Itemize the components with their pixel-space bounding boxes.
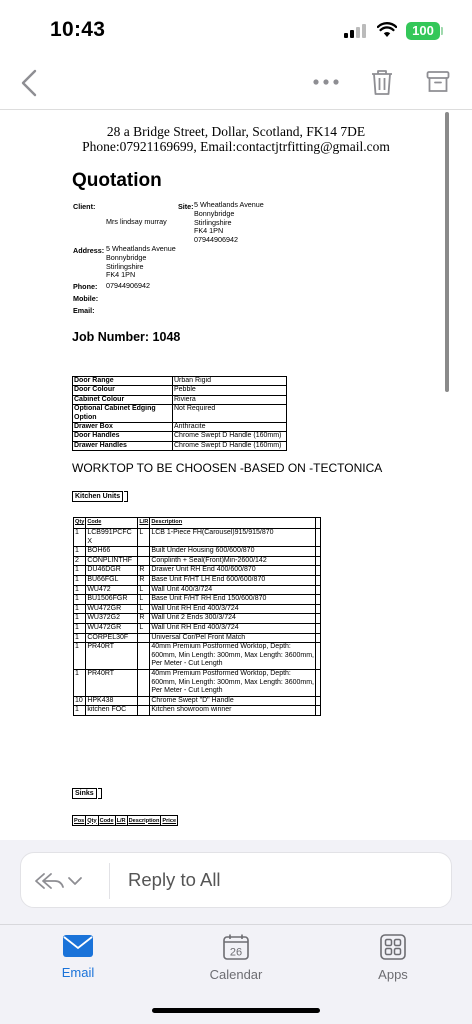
spec-row xyxy=(73,386,287,395)
table-row xyxy=(74,669,321,696)
sinks-header-cell: Price xyxy=(162,817,177,824)
status-bar xyxy=(0,0,472,56)
email-label: Email: xyxy=(73,306,95,315)
home-indicator xyxy=(152,1008,320,1013)
calendar-icon xyxy=(222,933,250,961)
site-line: Bonnybridge xyxy=(194,208,235,218)
mobile-label: Mobile: xyxy=(73,294,99,303)
site-line: 5 Wheatlands Avenue xyxy=(194,200,264,209)
unit-code: DU46DGR xyxy=(86,566,138,576)
unit-lr: L xyxy=(138,604,150,614)
unit-lr xyxy=(138,696,150,706)
spec-key: Door Range xyxy=(73,377,173,386)
cellular-signal-icon xyxy=(344,24,366,38)
unit-extra xyxy=(316,595,321,605)
sinks-header-cell: Qty xyxy=(87,817,97,824)
unit-lr: L xyxy=(138,623,150,633)
document-title: Quotation xyxy=(72,170,162,191)
unit-extra xyxy=(316,696,321,706)
chevron-left-icon[interactable] xyxy=(18,68,42,98)
reply-divider xyxy=(109,863,110,899)
more-icon[interactable] xyxy=(312,76,340,88)
spec-row xyxy=(73,377,287,386)
unit-qty: 1 xyxy=(74,643,86,670)
worktop-note: WORKTOP TO BE CHOOSEN -BASED ON -TECTONICA xyxy=(72,461,383,475)
spec-row xyxy=(73,405,287,423)
spec-value: Chrome Swept D Handle (160mm) xyxy=(173,432,287,441)
unit-code: PR40RT xyxy=(86,669,138,696)
unit-description: Kitchen showroom winner xyxy=(150,706,316,716)
header-extra xyxy=(316,518,321,529)
table-row xyxy=(74,623,321,633)
unit-description: Drawer Unit RH End 400/600/870 xyxy=(150,566,316,576)
table-row xyxy=(74,633,321,643)
phone-value: 07944906942 xyxy=(106,281,150,290)
tab-email[interactable] xyxy=(28,933,128,980)
unit-extra xyxy=(316,556,321,566)
unit-description: LCB 1-Piece FH(Carousel)915/915/870 xyxy=(150,529,316,547)
sinks-header-row xyxy=(73,816,178,826)
address-line: 5 Wheatlands Avenue xyxy=(106,244,176,253)
spec-row xyxy=(73,432,287,441)
unit-lr: R xyxy=(138,575,150,585)
unit-code: WU372G2 xyxy=(86,614,138,624)
spec-value: Chrome Swept D Handle (160mm) xyxy=(173,441,287,450)
table-row xyxy=(74,529,321,547)
table-row xyxy=(74,556,321,566)
reply-area xyxy=(0,840,472,924)
spec-table xyxy=(72,376,287,451)
unit-qty: 1 xyxy=(74,575,86,585)
sinks-table xyxy=(72,815,178,826)
unit-description: Base Unit F/HT LH End 600/600/870 xyxy=(150,575,316,585)
kitchen-units-heading: Kitchen Units xyxy=(72,491,123,502)
site-label: Site: xyxy=(178,202,194,211)
unit-lr xyxy=(138,556,150,566)
message-toolbar xyxy=(0,56,472,110)
spec-row xyxy=(73,441,287,450)
spec-row xyxy=(73,423,287,432)
unit-qty: 1 xyxy=(74,623,86,633)
header-qty: Qty xyxy=(74,518,86,529)
unit-extra xyxy=(316,643,321,670)
address-line-2: Phone:07921169699, Email:contactjtrfitting@gmail.com xyxy=(82,139,390,154)
status-time: 10:43 xyxy=(50,18,106,41)
table-row xyxy=(74,614,321,624)
wifi-icon xyxy=(377,22,397,38)
table-row xyxy=(74,604,321,614)
kitchen-units-table xyxy=(73,517,321,716)
address-line-1: 28 a Bridge Street, Dollar, Scotland, FK14 7DE xyxy=(106,124,366,139)
phone-label: Phone: xyxy=(73,282,98,291)
spec-key: Door Colour xyxy=(73,386,173,395)
unit-code: BU66FGL xyxy=(86,575,138,585)
unit-code: CORPEL30F xyxy=(86,633,138,643)
header-description: Description xyxy=(150,518,316,529)
tab-calendar[interactable] xyxy=(186,933,286,982)
tab-apps-label: Apps xyxy=(378,967,408,982)
unit-qty: 1 xyxy=(74,669,86,696)
spec-row xyxy=(73,395,287,404)
calendar-badge: 26 xyxy=(229,946,243,959)
spec-key: Door Handles xyxy=(73,432,173,441)
sinks-header-cell: Description xyxy=(128,817,160,824)
unit-lr xyxy=(138,633,150,643)
unit-code: WU472 xyxy=(86,585,138,595)
unit-qty: 1 xyxy=(74,633,86,643)
address-line: Bonnybridge xyxy=(106,252,147,262)
battery-icon: 100 xyxy=(406,22,440,40)
apps-grid-icon xyxy=(379,933,407,961)
unit-lr xyxy=(138,643,150,670)
unit-lr xyxy=(138,706,150,716)
unit-description: 40mm Premium Postformed Worktop, Depth: 600mm, Min Length: 300mm, Max Length: 3600mm, Per Meter - Cut Length xyxy=(150,643,316,670)
table-header-row xyxy=(74,518,321,529)
unit-code: kitchen FOC xyxy=(86,706,138,716)
spec-value: Riviera xyxy=(173,395,287,404)
scrollbar[interactable] xyxy=(445,112,449,392)
unit-lr: R xyxy=(138,614,150,624)
unit-lr xyxy=(138,547,150,557)
table-row xyxy=(74,643,321,670)
unit-code: BU1506FGR xyxy=(86,595,138,605)
unit-qty: 2 xyxy=(74,556,86,566)
unit-code: CONPLINTHF xyxy=(86,556,138,566)
client-address xyxy=(106,245,176,280)
unit-code: PR40RT xyxy=(86,643,138,670)
unit-lr xyxy=(138,669,150,696)
table-row xyxy=(74,566,321,576)
unit-lr: L xyxy=(138,529,150,547)
unit-description: Wall Unit 400/3/724 xyxy=(150,585,316,595)
unit-extra xyxy=(316,623,321,633)
unit-description: Base Unit F/HT RH End 150/600/870 xyxy=(150,595,316,605)
unit-lr: L xyxy=(138,585,150,595)
table-row xyxy=(74,595,321,605)
table-row xyxy=(74,547,321,557)
archive-icon[interactable] xyxy=(426,70,450,94)
site-line: FK4 1PN xyxy=(194,226,224,236)
table-row xyxy=(74,585,321,595)
sinks-header-cell: L/R xyxy=(116,817,126,824)
table-row xyxy=(74,706,321,716)
spec-value: Anthracite xyxy=(173,423,287,432)
unit-lr: R xyxy=(138,566,150,576)
unit-code: WU472GR xyxy=(86,623,138,633)
unit-qty: 1 xyxy=(74,706,86,716)
sinks-heading: Sinks xyxy=(72,788,97,799)
site-line: 07944906942 xyxy=(194,235,238,245)
unit-qty: 1 xyxy=(74,585,86,595)
quotation-document[interactable] xyxy=(0,110,472,840)
company-address xyxy=(0,124,472,154)
trash-icon[interactable] xyxy=(370,68,394,96)
unit-extra xyxy=(316,706,321,716)
spec-value: Pebble xyxy=(173,386,287,395)
unit-extra xyxy=(316,575,321,585)
unit-description: Wall Unit RH End 400/3/724 xyxy=(150,604,316,614)
spec-key: Drawer Handles xyxy=(73,441,173,450)
table-row xyxy=(74,575,321,585)
header-lr: L/R xyxy=(138,518,150,529)
spec-value: Urban Rigid xyxy=(173,377,287,386)
unit-extra xyxy=(316,547,321,557)
unit-code: BOH66 xyxy=(86,547,138,557)
address-label: Address: xyxy=(73,246,105,255)
unit-extra xyxy=(316,669,321,696)
address-line: FK4 1PN xyxy=(106,270,136,280)
tab-calendar-label: Calendar xyxy=(209,967,263,982)
table-row xyxy=(74,696,321,706)
unit-description: Wall Unit 2 Ends 300/3/724 xyxy=(150,614,316,624)
unit-qty: 1 xyxy=(74,529,86,547)
reply-all-icon[interactable] xyxy=(33,869,87,893)
unit-qty: 1 xyxy=(74,595,86,605)
unit-description: 40mm Premium Postformed Worktop, Depth: 600mm, Min Length: 300mm, Max Length: 3600mm, Per Meter - Cut Length xyxy=(150,669,316,696)
unit-code: WU472GR xyxy=(86,604,138,614)
site-address xyxy=(194,201,264,245)
unit-description: Universal Cor/Pel Front Match xyxy=(150,633,316,643)
job-number: Job Number: 1048 xyxy=(72,330,181,344)
unit-code: LCB991PCFC X xyxy=(86,529,138,547)
unit-description: Wall Unit RH End 400/3/724 xyxy=(150,623,316,633)
unit-qty: 10 xyxy=(74,696,86,706)
battery-nub xyxy=(441,27,443,35)
envelope-icon xyxy=(62,933,94,959)
client-label: Client: xyxy=(73,202,96,211)
unit-qty: 1 xyxy=(74,566,86,576)
site-line: Stirlingshire xyxy=(194,217,232,227)
reply-to-all-button[interactable]: Reply to All xyxy=(128,869,221,890)
header-code: Code xyxy=(86,518,138,529)
reply-box[interactable] xyxy=(20,852,452,908)
unit-description: Conplinth + Seal(Front)Min-2600/142 xyxy=(150,556,316,566)
tab-email-label: Email xyxy=(61,965,95,980)
unit-extra xyxy=(316,604,321,614)
unit-qty: 1 xyxy=(74,604,86,614)
address-line: Stirlingshire xyxy=(106,261,144,271)
sinks-header-cell: Code xyxy=(99,817,114,824)
unit-extra xyxy=(316,529,321,547)
unit-extra xyxy=(316,585,321,595)
unit-description: Chrome Swept "D" Handle xyxy=(150,696,316,706)
unit-qty: 1 xyxy=(74,547,86,557)
spec-key: Optional Cabinet Edging Option xyxy=(73,405,173,423)
spec-key: Drawer Box xyxy=(73,423,173,432)
unit-lr: L xyxy=(138,595,150,605)
unit-qty: 1 xyxy=(74,614,86,624)
unit-extra xyxy=(316,614,321,624)
sinks-header-cell: Pos xyxy=(74,817,85,824)
spec-value: Not Required xyxy=(173,405,287,423)
unit-code: HPK438 xyxy=(86,696,138,706)
unit-description: Built Under Housing 600/600/870 xyxy=(150,547,316,557)
spec-key: Cabinet Colour xyxy=(73,395,173,404)
tab-apps[interactable] xyxy=(343,933,443,982)
unit-extra xyxy=(316,633,321,643)
client-name: Mrs lindsay murray xyxy=(106,217,167,226)
unit-extra xyxy=(316,566,321,576)
